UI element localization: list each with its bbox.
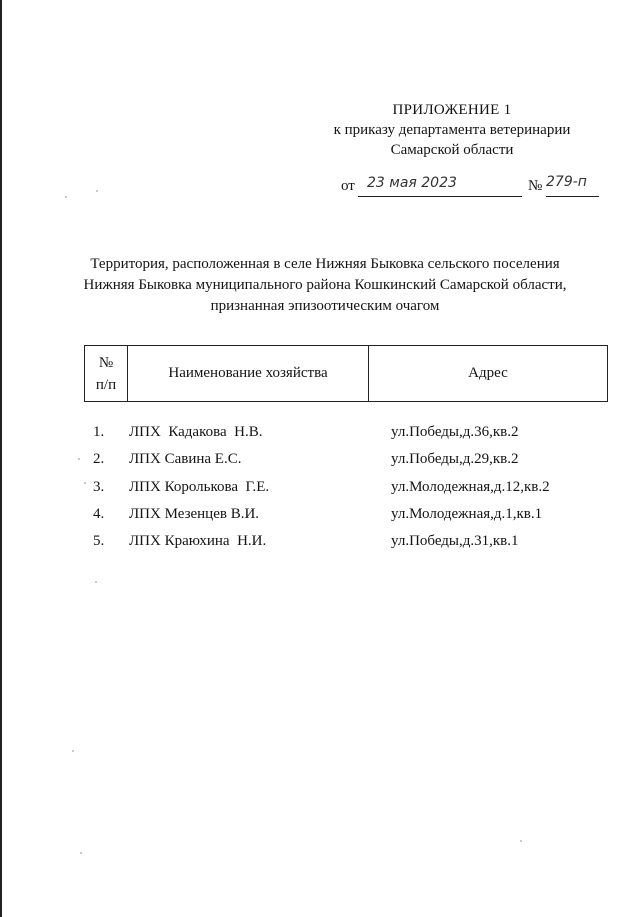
farm-row: [0, 424, 640, 444]
farm-address: ул.Победы,д.31,кв.1: [391, 533, 519, 549]
territory-line: Нижняя Быковка муниципального района Кошкинский Самарской области,: [83, 277, 567, 293]
row-number: 1.: [93, 424, 105, 440]
farm-address: ул.Победы,д.29,кв.2: [391, 451, 519, 467]
scan-speck: [65, 196, 67, 198]
farm-name: ЛПХ Мезенцев В.И.: [129, 506, 260, 522]
territory-description: [60, 254, 590, 317]
column-header-number-symbol: №: [98, 354, 114, 371]
row-number: 2.: [93, 451, 105, 467]
farms-table-header: [84, 345, 608, 402]
row-number: 5.: [93, 533, 105, 549]
farm-row: [0, 506, 640, 526]
territory-line: Территория, расположенная в селе Нижняя Быковка сельского поселения: [90, 256, 560, 272]
number-underline: [546, 196, 599, 197]
farm-row: [0, 451, 640, 471]
region-name: Самарской области: [390, 142, 514, 158]
date-prefix: от: [341, 178, 355, 194]
number-sign: №: [528, 178, 543, 194]
row-number: 3.: [93, 479, 105, 495]
farm-name: ЛПХ Краюхина Н.И.: [129, 533, 267, 549]
appendix-title: ПРИЛОЖЕНИЕ 1: [392, 102, 512, 118]
column-header-name: Наименование хозяйства: [128, 346, 369, 402]
farm-name: ЛПХ Королькова Г.Е.: [129, 479, 270, 495]
farm-address: ул.Победы,д.36,кв.2: [391, 424, 519, 440]
order-reference: к приказу департамента ветеринарии: [333, 122, 571, 138]
column-header-address: Адрес: [369, 346, 608, 402]
scan-speck: [72, 750, 74, 752]
farm-name: ЛПХ Кадакова Н.В.: [129, 424, 263, 440]
scan-speck: [96, 190, 98, 192]
farm-address: ул.Молодежная,д.1,кв.1: [391, 506, 543, 522]
territory-line: признанная эпизоотическим очагом: [210, 298, 440, 314]
column-header-number: [85, 346, 128, 402]
scan-speck: [520, 840, 522, 842]
farm-address: ул.Молодежная,д.12,кв.2: [391, 479, 550, 495]
handwritten-number: 279-п: [546, 174, 587, 190]
date-underline: [358, 196, 522, 197]
farm-name: ЛПХ Савина Е.С.: [129, 451, 242, 467]
column-header-number-abbrev: п/п: [95, 376, 117, 393]
farm-row: [0, 479, 640, 499]
handwritten-date: 23 мая 2023: [367, 175, 457, 191]
scan-speck: [80, 852, 82, 854]
row-number: 4.: [93, 506, 105, 522]
scan-speck: [95, 581, 97, 583]
appendix-header: [302, 100, 602, 160]
farm-row: [0, 533, 640, 553]
